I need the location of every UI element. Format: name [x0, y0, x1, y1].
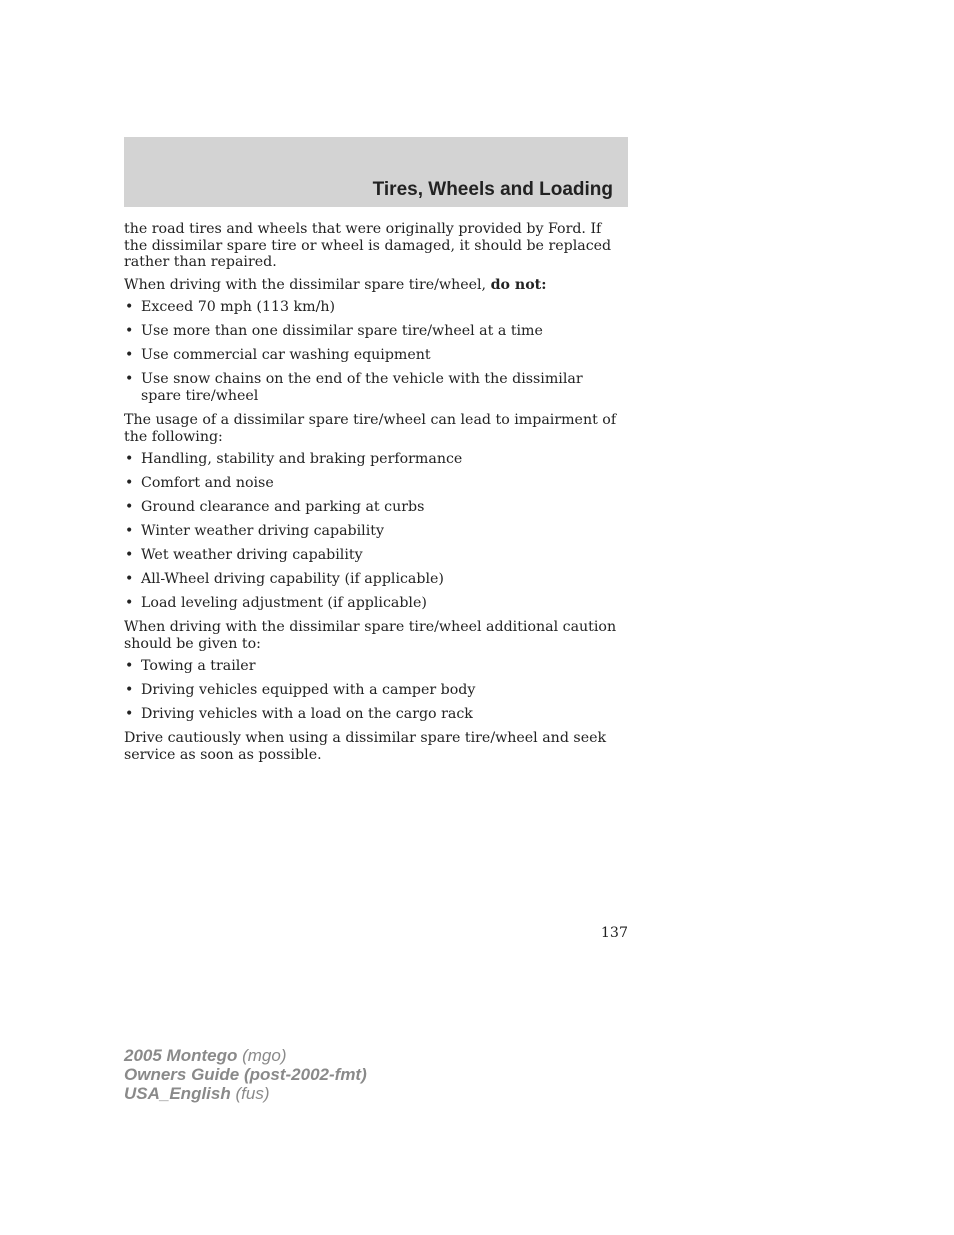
- caution-lead-paragraph: When driving with the dissimilar spare tire/wheel additional caution should be given to:: [124, 618, 617, 652]
- closing-paragraph: Drive cautiously when using a dissimilar spare tire/wheel and seek service as soon as possible.: [124, 730, 607, 763]
- impairment-lead-paragraph: The usage of a dissimilar spare tire/wheel can lead to impairment of the following:: [124, 411, 617, 445]
- list-item-text: Exceed 70 mph (113 km/h): [141, 299, 336, 316]
- footer-model-code: (mgo): [242, 1046, 287, 1065]
- bullet-icon: •: [125, 682, 134, 699]
- footer-line-guide: Owners Guide (post-2002-fmt): [124, 1065, 367, 1084]
- list-item-text: Handling, stability and braking performance: [141, 451, 463, 468]
- list-item-text: Load leveling adjustment (if applicable): [141, 595, 427, 611]
- list-item-text: Use commercial car washing equipment: [141, 347, 431, 364]
- bullet-icon: •: [125, 499, 134, 516]
- list-item-text: Winter weather driving capability: [141, 523, 384, 540]
- list-item-text: Use snow chains on the end of the vehicle with the dissimilar spare tire/wheel: [141, 371, 583, 404]
- list-item: [124, 347, 620, 364]
- list-item: [124, 547, 620, 564]
- bullet-icon: •: [125, 475, 134, 492]
- list-item-text: Towing a trailer: [141, 658, 256, 675]
- footer-language-name: USA_English: [124, 1084, 231, 1103]
- bullet-icon: •: [125, 451, 134, 468]
- list-item: [124, 571, 620, 588]
- list-item: [124, 371, 620, 404]
- list-item: [124, 706, 620, 723]
- list-item: [124, 451, 620, 468]
- do-not-emphasis: do not:: [490, 276, 547, 293]
- footer-line-model: [124, 1046, 367, 1065]
- footer-line-language: [124, 1084, 367, 1103]
- list-item-text: Comfort and noise: [141, 475, 274, 492]
- list-item-text: Ground clearance and parking at curbs: [141, 499, 425, 516]
- list-item: [124, 595, 620, 612]
- do-not-lead-paragraph: [124, 277, 620, 294]
- do-not-lead-text: When driving with the dissimilar spare tire/wheel,: [124, 276, 487, 293]
- bullet-icon: •: [125, 323, 134, 340]
- list-item: [124, 299, 620, 316]
- list-item: [124, 523, 620, 540]
- list-item: [124, 658, 620, 675]
- do-not-list: [124, 299, 620, 404]
- bullet-icon: •: [125, 299, 134, 316]
- list-item: [124, 475, 620, 492]
- document-footer: [124, 1046, 367, 1103]
- section-header-band: [124, 137, 628, 207]
- list-item-text: Use more than one dissimilar spare tire/wheel at a time: [141, 323, 543, 340]
- bullet-icon: •: [125, 347, 134, 364]
- bullet-icon: •: [125, 706, 134, 723]
- list-item: [124, 323, 620, 340]
- list-item-text: Driving vehicles with a load on the cargo rack: [141, 706, 473, 723]
- footer-model-name: 2005 Montego: [124, 1046, 238, 1065]
- list-item-text: Driving vehicles equipped with a camper body: [141, 682, 476, 699]
- list-item-text: Wet weather driving capability: [141, 547, 363, 564]
- bullet-icon: •: [125, 595, 134, 611]
- impairment-list: [124, 451, 620, 612]
- intro-paragraph: the road tires and wheels that were originally provided by Ford. If the dissimilar spare tire or wheel is damaged, it should be replaced rather than repaired.: [124, 221, 612, 271]
- bullet-icon: •: [125, 658, 134, 675]
- bullet-icon: •: [125, 571, 134, 588]
- list-item: [124, 682, 620, 699]
- section-title: Tires, Wheels and Loading: [372, 179, 613, 200]
- page-content: [124, 221, 620, 769]
- list-item-text: All-Wheel driving capability (if applicable): [141, 571, 444, 588]
- page-number: 137: [600, 925, 628, 941]
- bullet-icon: •: [125, 547, 134, 564]
- bullet-icon: •: [125, 523, 134, 540]
- bullet-icon: •: [125, 371, 134, 388]
- footer-language-code: (fus): [235, 1084, 270, 1103]
- list-item: [124, 499, 620, 516]
- caution-list: [124, 658, 620, 723]
